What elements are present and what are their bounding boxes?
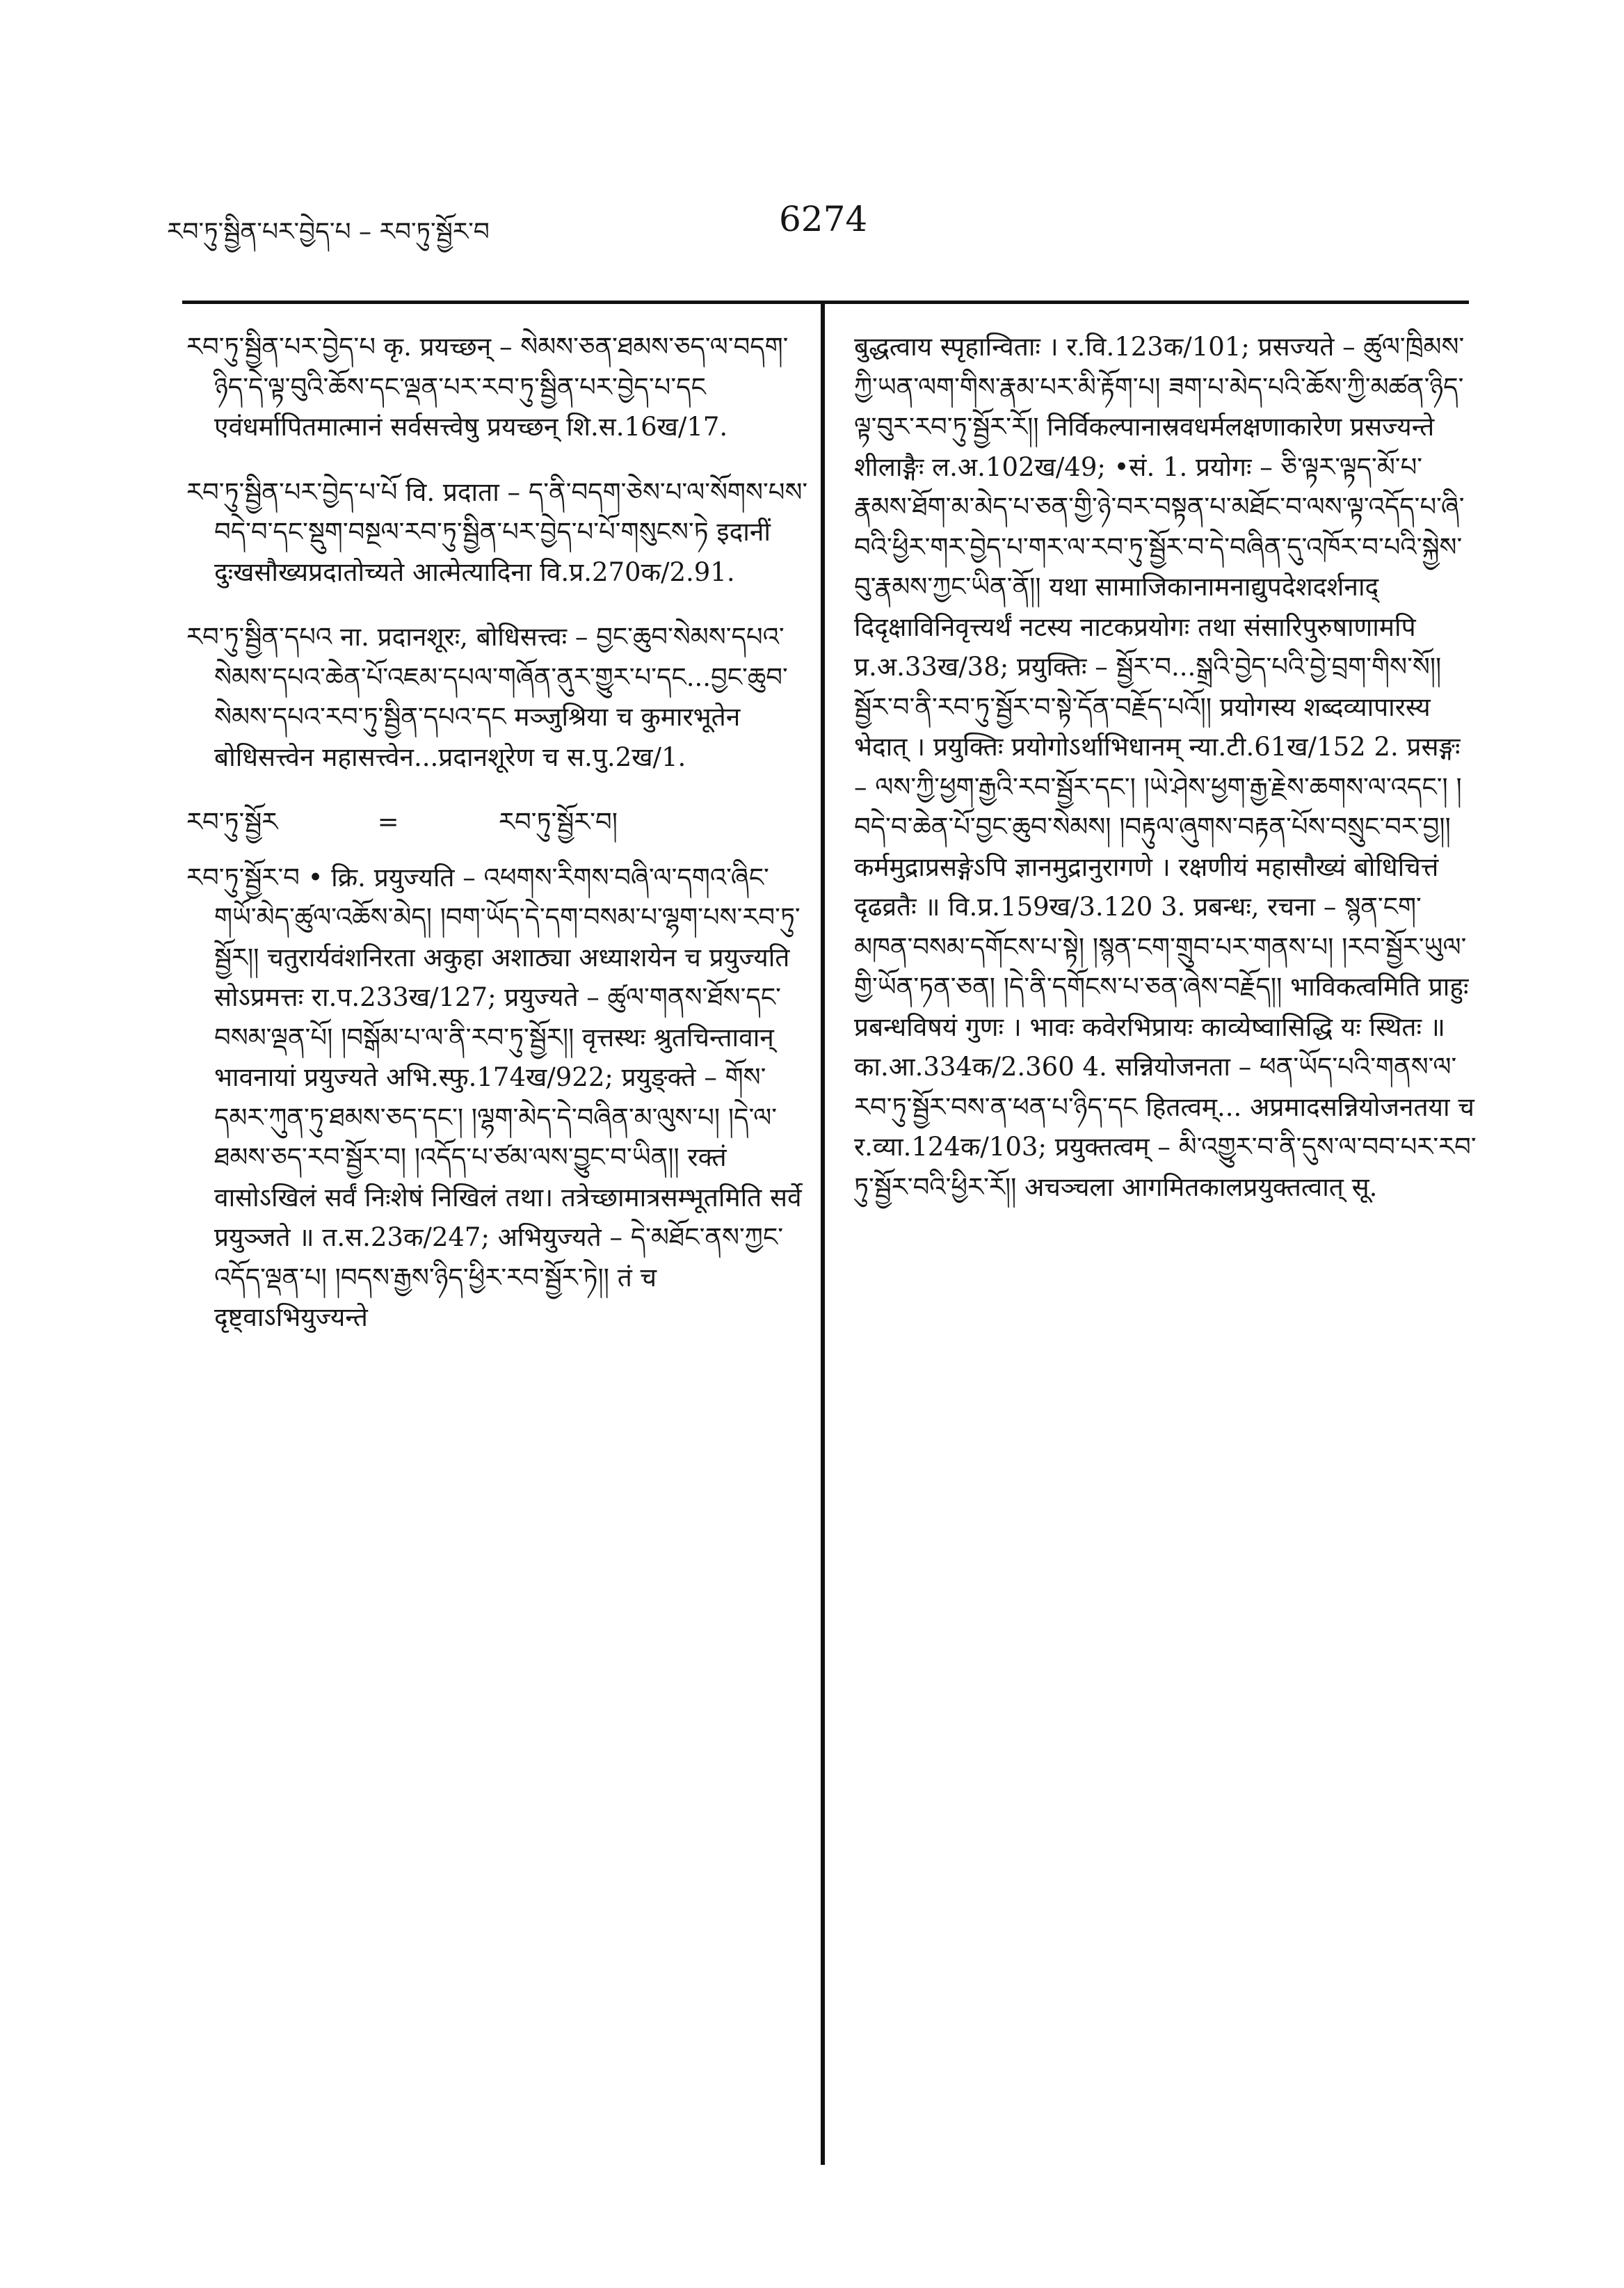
entry-text: बुद्धत्वाय स्पृहान्विताः । र.वि.123क/101; प्रसज्यते – ཚུལ་ཁྲིམས་ཀྱི་ཡན་ལག་གིས་རྣམ་པར་མི་རྟོག་པ། ཟག་པ་མེད་པའི་ཆོས་ཀྱི་མཚན་ཉིད་ལྟ་བུར་རབ་ཏུ་སྦྱོར་རོ།། निर्विकल्पानास्रवधर्मलक्षणाकारेण प्रसज्यन्ते शीलाङ्गैः ल.अ.102ख/49; •सं. 1. प्रयोगः – ཅི་ལྟར་ལྟད་མོ་པ་རྣམས་ཐོག་མ་མེད་པ་ཅན་གྱི་ཉེ་བར་བསྟན་པ་མཐོང་བ་ལས་ལྟ་འདོད་པ་ཞི་བའི་ཕྱིར་གར་བྱེད་པ་གར་ལ་རབ་ཏུ་སྦྱོར་བ་དེ་བཞིན་དུ་འཁོར་བ་པའི་སྐྱེས་བུ་རྣམས་ཀྱང་ཡིན་ནོ།། यथा सामाजिकानामनाद्युपदेशदर्शनाद् दिदृक्षाविनिवृत्त्यर्थं नटस्य नाटकप्रयोगः तथा संसारिपुरुषाणामपि प्र.अ.33ख/38; प्रयुक्तिः – སྦྱོར་བ...སྒྲའི་བྱེད་པའི་བྱེ་བྲག་གིས་སོ།། སྦྱོར་བ་ནི་རབ་ཏུ་སྦྱོར་བ་སྟེ་དོན་བརྗོད་པའོ།། प्रयोगस्य शब्दव्यापारस्य भेदात् । प्रयुक्तिः प्रयोगोऽर्थाभिधानम् न्या.टी.61ख/152 2. प्रसङ्गः – ལས་ཀྱི་ཕྱག་རྒྱའི་རབ་སྦྱོར་དང་། །ཡེ་ཤེས་ཕྱག་རྒྱ་རྗེས་ཆགས་ལ་འདང་། །བདེ་བ་ཆེན་པོ་བྱང་ཆུབ་སེམས། །བརྟུལ་ཞུགས་བརྟན་པོས་བསྲུང་བར་བྱ།། कर्ममुद्राप्रसङ्गेऽपि ज्ञानमुद्रानुरागणे । रक्षणीयं महासौख्यं बोधिचित्तं दृढव्रतैः ॥ वि.प्र.159ख/3.120 3. प्रबन्धः, रचना – སྙན་ངག་མཁན་བསམ་དགོངས་པ་སྟེ། །སྙན་ངག་གྲུབ་པར་གནས་པ། །རབ་སྦྱོར་ཡུལ་གྱི་ཡོན་ཏན་ཅན། །དེ་ནི་དགོངས་པ་ཅན་ཞེས་བརྗོད།། भाविकत्वमिति प्राहुः प्रबन्धविषयं गुणः । भावः कवेरभिप्रायः काव्येष्वासिद्धि यः स्थितः ॥ का.आ.334क/2.360 4. सन्नियोजनता – ཕན་ཡོད་པའི་གནས་ལ་རབ་ཏུ་སྦྱོར་བས་ན་ཕན་པ་ཉིད་དང हितत्वम्... अप्रमादसन्नियोजनतया च र.व्या.124क/103; प्रयुक्तत्वम् – མི་འགྱུར་བ་ནི་དུས་ལ་བབ་པར་རབ་ཏུ་སྦྱོར་བའི་ཕྱིར་རོ།། अचञ्चला आगमितकालप्रयुक्तत्वात् सू. — [854, 332, 1477, 1202]
right-column — [854, 327, 1477, 1232]
dictionary-entry — [186, 858, 809, 1338]
entry-text: རབ་ཏུ་སྦྱོར་བ • क्रि. प्रयुज्यति – འཕགས་རིགས་བཞི་ལ་དགའ་ཞིང་གཡོ་མེད་ཚུལ་འཆོས་མེད། །བག་ཡོད་དེ་དག་བསམ་པ་ལྷག་པས་རབ་ཏུ་སྦྱོར།། चतुरार्यवंशनिरता अकुहा अशाठ्या अध्याशयेन च प्रयुज्यति सोऽप्रमत्तः रा.प.233ख/127; प्रयुज्यते – ཚུལ་གནས་ཐོས་དང་བསམ་ལྡན་པོ། །བསྒོམ་པ་ལ་ནི་རབ་ཏུ་སྦྱོར།། वृत्तस्थः श्रुतचिन्तावान् भावनायां प्रयुज्यते अभि.स्फु.174ख/922; प्रयुङ्क्ते – གོས་དམར་ཀུན་ཏུ་ཐམས་ཅད་དང་། །ལྷག་མེད་དེ་བཞིན་མ་ལུས་པ། །དེ་ལ་ཐམས་ཅད་རབ་སྦྱོར་བ། །འདོད་པ་ཙམ་ལས་བྱུང་བ་ཡིན།། रक्तं वासोऽखिलं सर्वं निःशेषं निखिलं तथा। तत्रेच्छामात्रसम्भूतमिति सर्वे प्रयुञ्जते ॥ त.स.23क/247; अभियुज्यते – དེ་མཐོང་ནས་ཀྱང་འདོད་ལྡན་པ། །བདས་རྒྱས་ཉིད་ཕྱིར་རབ་སྦྱོར་ཏེ།། तं च दृष्ट्वाऽभियुज्यन्ते — [186, 862, 802, 1332]
headword-range: རབ་ཏུ་སྦྱིན་པར་བྱེད་པ – རབ་ཏུ་སྦྱོར་བ — [167, 218, 490, 246]
xref-to: རབ་ཏུ་སྦྱོར་བ། — [498, 807, 618, 837]
xref-equals: = — [377, 807, 399, 837]
left-column — [186, 327, 809, 1363]
entry-text: རབ་ཏུ་སྦྱིན་པར་བྱེད་པ་པོ वि. प्रदाता – ད་ནི་བདག་ཅེས་པ་ལ་སོགས་པས་བདེ་བ་དང་སྡུག་བསྔལ་རབ་ཏུ་སྦྱིན་པར་བྱེད་པ་པོ་གསུངས་ཏེ इदानीं दुःखसौख्यप्रदातोच्यते आत्मेत्यादिना वि.प्र.270क/2.91. — [186, 477, 808, 587]
dictionary-entry — [186, 327, 809, 447]
entry-text: རབ་ཏུ་སྦྱིན་དཔའ ना. प्रदानशूरः, बोधिसत्त्वः – བྱང་ཆུབ་སེམས་དཔའ་སེམས་དཔའ་ཆེན་པོ་འཇམ་དཔལ་གཞོན་ནུར་གྱུར་པ་དང...བྱང་ཆུབ་སེམས་དཔའ་རབ་ཏུ་སྦྱིན་དཔའ་དང मञ्जुश्रिया च कुमारभूतेन बोधिसत्त्वेन महासत्त्वेन...प्रदानशूरेण च स.पु.2ख/1. — [186, 622, 788, 772]
dictionary-entry — [854, 327, 1477, 1207]
entry-text: རབ་ཏུ་སྦྱིན་པར་བྱེད་པ कृ. प्रयच्छन् – སེམས་ཅན་ཐམས་ཅད་ལ་བདག་ཉིད་དེ་ལྟ་བུའི་ཆོས་དང་ལྡན་པར་རབ་ཏུ་སྦྱིན་པར་བྱེད་པ་དང एवंधर्मापितमात्मानं सर्वसत्त्वेषु प्रयच्छन् शि.स.16ख/17. — [186, 332, 789, 442]
xref-from: རབ་ཏུ་སྦྱོར — [186, 807, 278, 837]
column-divider — [821, 301, 825, 2165]
page-number: 6274 — [779, 199, 868, 239]
running-header — [167, 199, 1461, 252]
header-rule — [182, 301, 1469, 304]
cross-reference — [186, 802, 618, 842]
dictionary-entry — [186, 617, 809, 777]
dictionary-entry — [186, 472, 809, 593]
